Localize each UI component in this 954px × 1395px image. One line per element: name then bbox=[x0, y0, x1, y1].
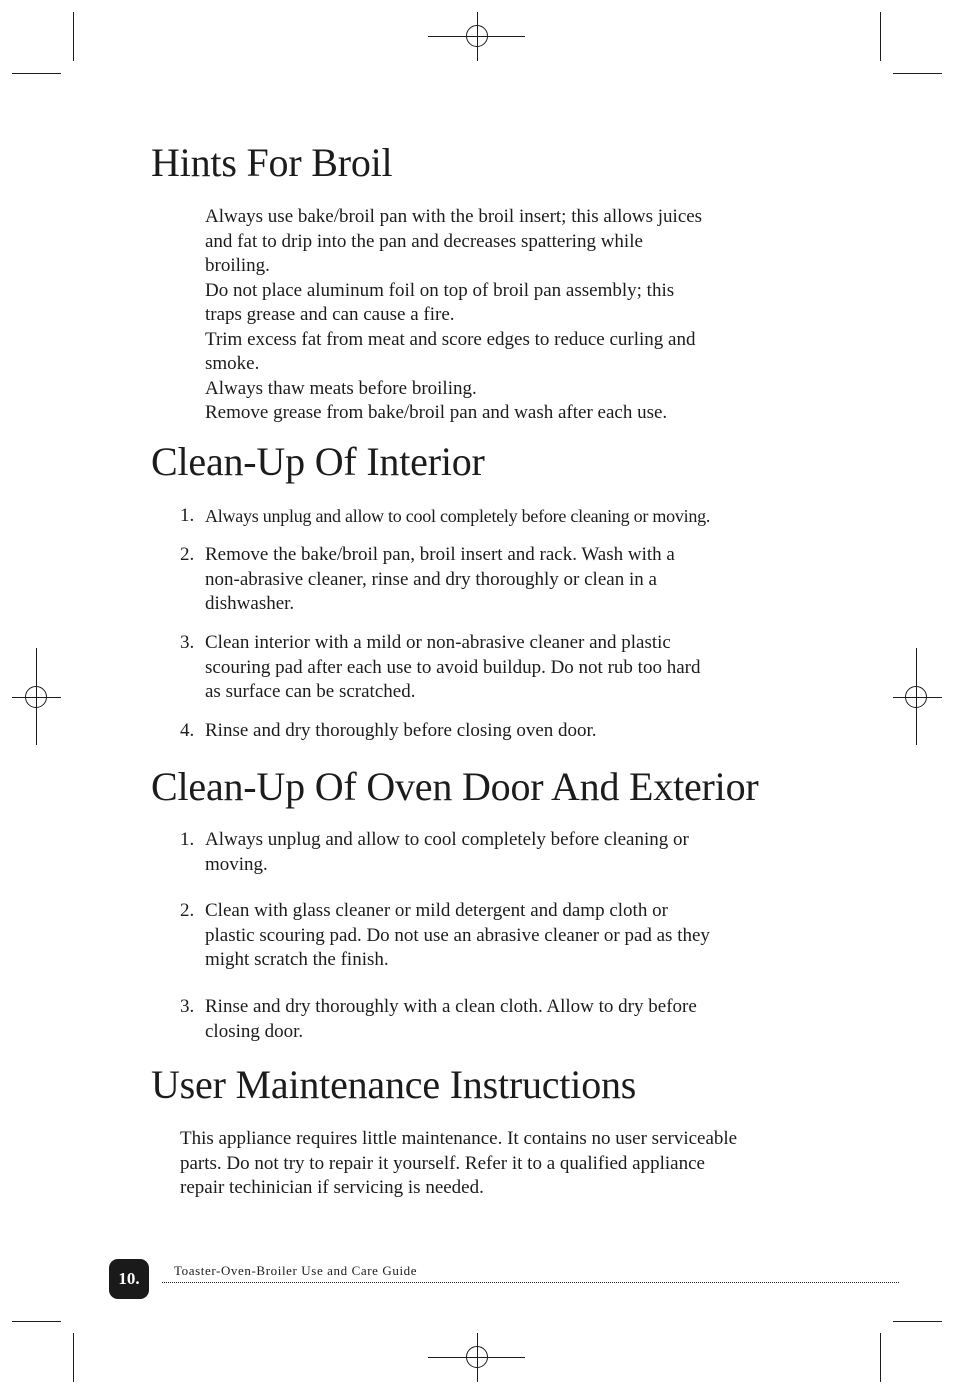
text-line: traps grease and can cause a fire. bbox=[205, 304, 455, 325]
heading-clean-up-of-oven-door-and-exterior: Clean-Up Of Oven Door And Exterior bbox=[151, 764, 759, 809]
text-line: Clean with glass cleaner or mild detergent and damp cloth or bbox=[205, 900, 668, 921]
broil-hints-text bbox=[205, 205, 702, 426]
list-number: 3. bbox=[180, 632, 195, 653]
list-number: 1. bbox=[180, 505, 195, 526]
text-line: as surface can be scratched. bbox=[205, 681, 416, 702]
text-line: Remove the bake/broil pan, broil insert and rack. Wash with a bbox=[205, 544, 675, 565]
text-line: broiling. bbox=[205, 255, 270, 276]
text-line: scouring pad after each use to avoid buildup. Do not rub too hard bbox=[205, 656, 701, 678]
footer-guide-title: Toaster-Oven-Broiler Use and Care Guide bbox=[174, 1263, 418, 1278]
text-line: Always thaw meats before broiling. bbox=[205, 377, 477, 399]
text-line: Always unplug and allow to cool completely before cleaning or moving. bbox=[205, 506, 711, 526]
heading-user-maintenance-instructions: User Maintenance Instructions bbox=[151, 1062, 637, 1107]
text-line: This appliance requires little maintenance. It contains no user serviceable bbox=[180, 1128, 738, 1149]
text-line: Trim excess fat from meat and score edges to reduce curling and bbox=[205, 328, 696, 350]
footer-dotted-rule bbox=[162, 1282, 899, 1283]
maintenance-text bbox=[180, 1127, 737, 1201]
text-line: repair techinician if servicing is needed. bbox=[180, 1177, 484, 1198]
text-line: dishwasher. bbox=[205, 593, 295, 614]
text-line: Clean interior with a mild or non-abrasive cleaner and plastic bbox=[205, 632, 671, 653]
text-line: Always use bake/broil pan with the broil insert; this allows juices bbox=[205, 206, 703, 227]
text-line: Always unplug and allow to cool completely before cleaning or bbox=[205, 829, 689, 850]
list-number: 4. bbox=[180, 720, 195, 741]
text-line: parts. Do not try to repair it yourself. Refer it to a qualified appliance bbox=[180, 1152, 705, 1174]
list-number: 2. bbox=[180, 900, 195, 921]
text-line: smoke. bbox=[205, 353, 260, 374]
text-line: Remove grease from bake/broil pan and wash after each use. bbox=[205, 402, 668, 423]
text-line: Rinse and dry thoroughly with a clean cloth. Allow to dry before bbox=[205, 996, 697, 1017]
heading-clean-up-of-interior: Clean-Up Of Interior bbox=[151, 439, 485, 484]
text-line: moving. bbox=[205, 853, 268, 875]
heading-hints-for-broil: Hints For Broil bbox=[151, 140, 393, 185]
text-line: plastic scouring pad. Do not use an abrasive cleaner or pad as they bbox=[205, 924, 710, 946]
text-line: Rinse and dry thoroughly before closing oven door. bbox=[205, 720, 597, 741]
page-number-badge: 10. bbox=[109, 1259, 149, 1299]
text-line: closing door. bbox=[205, 1020, 304, 1042]
list-number: 3. bbox=[180, 996, 195, 1017]
text-line: and fat to drip into the pan and decreases spattering while bbox=[205, 230, 643, 252]
list-number: 2. bbox=[180, 544, 195, 565]
text-line: might scratch the finish. bbox=[205, 949, 389, 970]
text-line: Do not place aluminum foil on top of broil pan assembly; this bbox=[205, 279, 675, 301]
text-line: non-abrasive cleaner, rinse and dry thoroughly or clean in a bbox=[205, 568, 657, 590]
list-number: 1. bbox=[180, 829, 195, 850]
